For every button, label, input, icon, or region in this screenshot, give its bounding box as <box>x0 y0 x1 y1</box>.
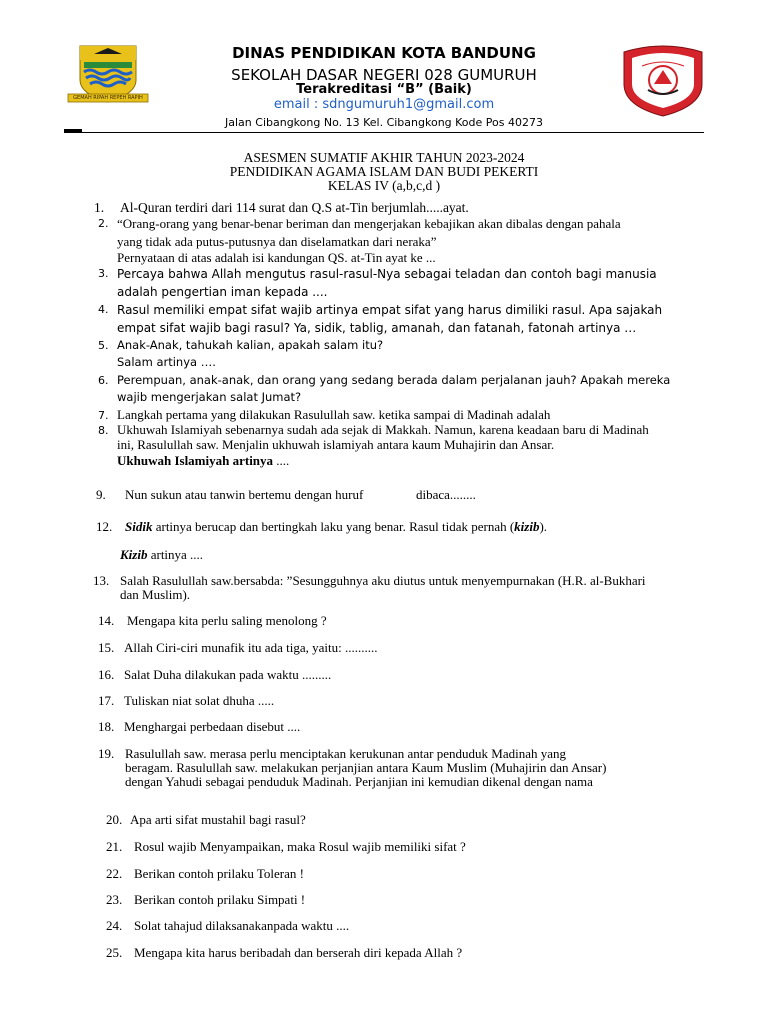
question-21-text: Rosul wajib Menyampaikan, maka Rosul wajib memiliki sifat ? <box>134 839 466 854</box>
question-8-line-3 <box>117 453 289 468</box>
question-4-line-1: Rasul memiliki empat sifat wajib artinya empat sifat yang harus dimiliki rasul. Apa sajakah <box>117 303 663 317</box>
header-office-name: DINAS PENDIDIKAN KOTA BANDUNG <box>232 44 536 62</box>
question-15-text: Allah Ciri-ciri munafik itu ada tiga, yaitu: .......... <box>124 640 378 655</box>
question-7-number: 7. <box>98 409 109 422</box>
question-12-term-kizib: kizib <box>514 519 540 534</box>
question-23-number: 23. <box>106 892 123 907</box>
question-2-line-2: yang tidak ada putus-putusnya dan diselamatkan dari neraka” <box>117 234 437 249</box>
question-6-line-2: wajib mengerjakan salat Jumat? <box>117 390 302 404</box>
question-4-line-2: empat sifat wajib bagi rasul? Ya, sidik, tablig, amanah, dan fatanah, fatonah artinya … <box>117 321 637 335</box>
question-17-text: Tuliskan niat solat dhuha ..... <box>124 693 275 708</box>
question-9-blank: dibaca........ <box>416 487 476 502</box>
question-12-line-1 <box>125 519 547 534</box>
question-14-text: Mengapa kita perlu saling menolong ? <box>127 613 327 628</box>
question-15-number: 15. <box>98 640 115 655</box>
question-8-line-1: Ukhuwah Islamiyah sebenarnya sudah ada sejak di Makkah. Namun, karena keadaan baru di Madinah <box>117 422 649 437</box>
question-22-number: 22. <box>106 866 123 881</box>
question-8-number: 8. <box>98 424 109 437</box>
question-16-number: 16. <box>98 667 115 682</box>
question-3-number: 3. <box>98 267 109 280</box>
question-8-blank: .... <box>273 453 290 468</box>
question-13-line-1: Salah Rasulullah saw.bersabda: ”Sesungguhnya aku diutus untuk menyempurnakan (H.R. al-Bukhari <box>120 573 646 588</box>
question-8-bold-term: Ukhuwah Islamiyah artinya <box>117 453 274 468</box>
question-20-number: 20. <box>106 812 123 827</box>
question-1-text: Al-Quran terdiri dari 114 surat dan Q.S at-Tin berjumlah.....ayat. <box>120 200 469 215</box>
question-12-term-sidik: Sidik <box>125 519 153 534</box>
question-16-text: Salat Duha dilakukan pada waktu ......... <box>124 667 332 682</box>
question-13-line-2: dan Muslim). <box>120 587 191 602</box>
question-25-text: Mengapa kita harus beribadah dan berserah diri kepada Allah ? <box>134 945 463 960</box>
question-9-number: 9. <box>96 487 106 502</box>
question-4-number: 4. <box>98 303 109 316</box>
question-6-number: 6. <box>98 374 109 387</box>
question-8-line-2: ini, Rasulullah saw. Menjalin ukhuwah islamiyah antara kaum Muhajirin dan Ansar. <box>117 437 555 452</box>
question-19-line-1: Rasulullah saw. merasa perlu menciptakan kerukunan antar penduduk Madinah yang <box>125 746 567 761</box>
exam-subject: PENDIDIKAN AGAMA ISLAM DAN BUDI PEKERTI <box>229 164 539 179</box>
question-13-number: 13. <box>93 573 110 588</box>
question-9-text: Nun sukun atau tanwin bertemu dengan huruf <box>125 487 364 502</box>
question-12-blank: artinya .... <box>147 547 204 562</box>
question-3-line-2: adalah pengertian iman kepada .... <box>117 285 328 299</box>
question-5-line-2: Salam artinya …. <box>117 355 216 369</box>
question-1-number: 1. <box>94 200 105 215</box>
question-2-number: 2. <box>98 217 109 230</box>
question-19-number: 19. <box>98 746 115 761</box>
exam-title: ASESMEN SUMATIF AKHIR TAHUN 2023-2024 <box>243 150 525 165</box>
question-12-text-a: artinya berucap dan bertingkah laku yang benar. Rasul tidak pernah ( <box>152 519 515 534</box>
question-2-line-3: Pernyataan di atas adalah isi kandungan QS. at-Tin ayat ke ... <box>117 250 436 265</box>
header-accreditation: Terakreditasi “B” (Baik) <box>296 82 472 97</box>
question-5-line-1: Anak-Anak, tahukah kalian, apakah salam itu? <box>117 338 384 352</box>
question-19-line-2: beragam. Rasulullah saw. melakukan perjanjian antara Kaum Muslim (Muhajirin dan Ansar) <box>125 760 607 775</box>
question-25-number: 25. <box>106 945 123 960</box>
question-18-text: Menghargai perbedaan disebut .... <box>124 719 301 734</box>
question-12-term-kizib-2: Kizib <box>120 547 148 562</box>
question-3-line-1: Percaya bahwa Allah mengutus rasul-rasul-Nya sebagai teladan dan contoh bagi manusia <box>117 267 657 281</box>
question-23-text: Berikan contoh prilaku Simpati ! <box>134 892 306 907</box>
header-divider <box>64 132 704 133</box>
question-17-number: 17. <box>98 693 115 708</box>
question-6-line-1: Perempuan, anak-anak, dan orang yang sedang berada dalam perjalanan jauh? Apakah mereka <box>117 373 671 387</box>
header-school-name: SEKOLAH DASAR NEGERI 028 GUMURUH <box>231 66 537 84</box>
question-12-text-b: ). <box>539 519 548 534</box>
exam-class: KELAS IV (a,b,c,d ) <box>327 178 441 193</box>
question-5-number: 5. <box>98 339 109 352</box>
question-2-line-1: “Orang-orang yang benar-benar beriman dan mengerjakan kebajikan akan dibalas dengan pahala <box>117 216 621 231</box>
header-email: email : sdngumuruh1@gmail.com <box>273 97 495 112</box>
question-14-number: 14. <box>98 613 115 628</box>
question-12-line-2 <box>120 547 203 562</box>
question-24-number: 24. <box>106 918 123 933</box>
question-22-text: Berikan contoh prilaku Toleran ! <box>134 866 304 881</box>
question-7-text: Langkah pertama yang dilakukan Rasulullah saw. ketika sampai di Madinah adalah <box>117 407 551 422</box>
crest-banner-text: GEMAH RIPAH REPEH RAPIH <box>73 95 143 101</box>
header-address: Jalan Cibangkong No. 13 Kel. Cibangkong Kode Pos 40273 <box>225 116 543 129</box>
question-18-number: 18. <box>98 719 115 734</box>
question-21-number: 21. <box>106 839 123 854</box>
question-19-line-3: dengan Yahudi sebagai penduduk Madinah. Perjanjian ini kemudian dikenal dengan nama <box>125 774 593 789</box>
question-12-number: 12. <box>96 519 113 534</box>
question-20-text: Apa arti sifat mustahil bagi rasul? <box>130 812 306 827</box>
question-24-text: Solat tahajud dilaksanakanpada waktu .... <box>134 918 350 933</box>
